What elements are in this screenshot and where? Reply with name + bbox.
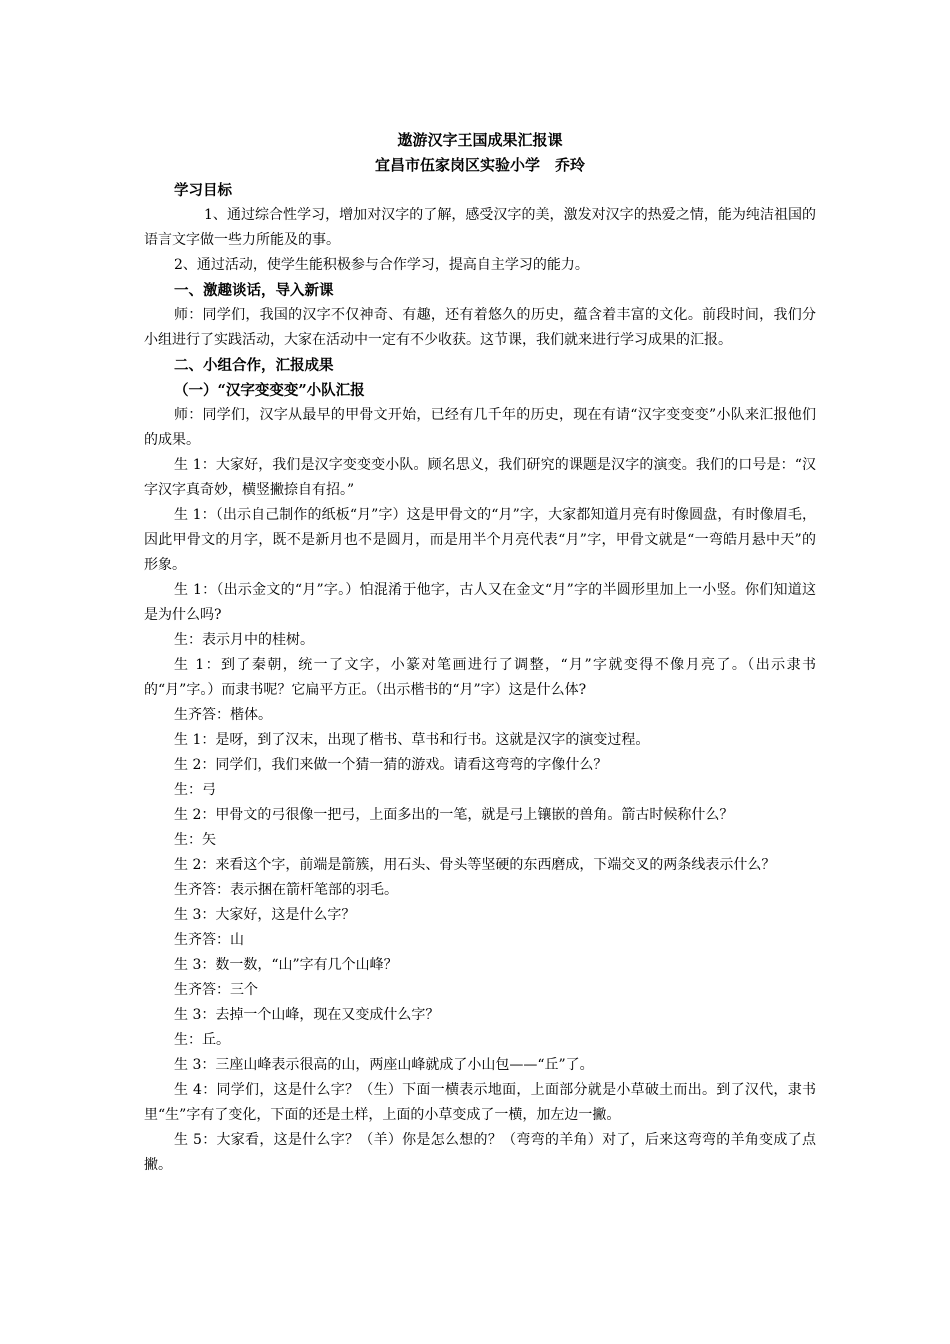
section-2-heading: 二、小组合作，汇报成果 bbox=[174, 357, 334, 374]
dialogue-line: 生：矢 bbox=[174, 832, 216, 848]
dialogue-line: 生 1：到了秦朝，统一了文字，小篆对笔画进行了调整，“月”字就变得不像月亮了。（出示隶书的“月”字。）而隶书呢？它扁平方正。（出示楷书的“月”字）这是什么体? bbox=[144, 657, 816, 698]
dialogue-line: 生齐答：表示捆在箭杆笔部的羽毛。 bbox=[174, 882, 398, 898]
subsection-1-heading: （一）“汉字变变变”小队汇报 bbox=[174, 382, 365, 399]
dialogue-line: 生 4：同学们，这是什么字？（生）下面一横表示地面，上面部分就是小草破土而出。到了汉代，隶书里“生”字有了变化，下面的还是土样，上面的小草变成了一横，加左边一撇。 bbox=[144, 1082, 816, 1123]
dialogue-line: 生 2：来看这个字，前端是箭簇，用石头、骨头等坚硬的东西磨成，下端交叉的两条线表示什么？ bbox=[174, 857, 776, 873]
dialogue-line: 生 3：去掉一个山峰，现在又变成什么字？ bbox=[174, 1007, 440, 1023]
dialogue-line: 生 2：甲骨文的弓很像一把弓，上面多出的一笔，就是弓上镶嵌的兽角。箭古时候称什么？ bbox=[174, 807, 734, 823]
dialogue-line: 生 2：同学们，我们来做一个猜一猜的游戏。请看这弯弯的字像什么？ bbox=[174, 757, 608, 773]
dialogue-line: 生 5：大家看，这是什么字？（羊）你是怎么想的？（弯弯的羊角）对了，后来这弯弯的羊角变成了点撇。 bbox=[144, 1132, 816, 1173]
dialogue-line: 生齐答：三个 bbox=[174, 982, 258, 998]
section-1-text: 师：同学们，我国的汉字不仅神奇、有趣，还有着悠久的历史，蕴含着丰富的文化。前段时间，我们分小组进行了实践活动，大家在活动中一定有不少收获。这节课，我们就来进行学习成果的汇报。 bbox=[144, 307, 816, 348]
dialogue-line: 生：表示月中的桂树。 bbox=[174, 632, 314, 648]
dialogue-line: 生齐答：楷体。 bbox=[174, 707, 272, 723]
dialogue-line: 生 1：（出示自己制作的纸板“月”字）这是甲骨文的“月”字，大家都知道月亮有时像圆盘，有时像眉毛，因此甲骨文的月字，既不是新月也不是圆月，而是用半个月亮代表“月”字，甲骨文就是“一弯皓月悬中天”的形象。 bbox=[144, 507, 816, 573]
objective-2: 2、通过活动，使学生能积极参与合作学习，提高自主学习的能力。 bbox=[174, 257, 589, 273]
section-1-heading: 一、激趣谈话，导入新课 bbox=[174, 282, 334, 299]
dialogue-line: 师：同学们，汉字从最早的甲骨文开始，已经有几千年的历史，现在有请“汉字变变变”小队来汇报他们的成果。 bbox=[144, 407, 816, 448]
dialogue bbox=[144, 403, 816, 1178]
dialogue-line: 生 3：三座山峰表示很高的山，两座山峰就成了小山包——“丘”了。 bbox=[174, 1057, 594, 1073]
dialogue-line: 生齐答：山 bbox=[174, 932, 244, 948]
dialogue-line: 生 1：是呀，到了汉末，出现了楷书、草书和行书。这就是汉字的演变过程。 bbox=[174, 732, 650, 748]
dialogue-line: 生 1：大家好，我们是汉字变变变小队。顾名思义，我们研究的课题是汉字的演变。我们的口号是：“汉字汉字真奇妙，横竖撇捺自有招。” bbox=[144, 457, 816, 498]
document-body bbox=[144, 128, 816, 1178]
dialogue-line: 生 3：数一数，“山”字有几个山峰？ bbox=[174, 957, 398, 973]
dialogue-line: 生 3：大家好，这是什么字？ bbox=[174, 907, 356, 923]
objectives-heading: 学习目标 bbox=[174, 182, 232, 199]
document-title: 遨游汉字王国成果汇报课 bbox=[397, 131, 563, 149]
dialogue-line: 生：弓 bbox=[174, 782, 216, 798]
document-subtitle: 宜昌市伍家岗区实验小学 乔玲 bbox=[374, 156, 585, 174]
dialogue-line: 生：丘。 bbox=[174, 1032, 230, 1048]
dialogue-line: 生 1：（出示金文的“月”字。）怕混淆于他字，古人又在金文“月”字的半圆形里加上一小竖。你们知道这是为什么吗? bbox=[144, 582, 816, 623]
objective-1: 1、通过综合性学习，增加对汉字的了解，感受汉字的美，激发对汉字的热爱之情，能为纯洁祖国的语言文字做一些力所能及的事。 bbox=[144, 207, 816, 248]
